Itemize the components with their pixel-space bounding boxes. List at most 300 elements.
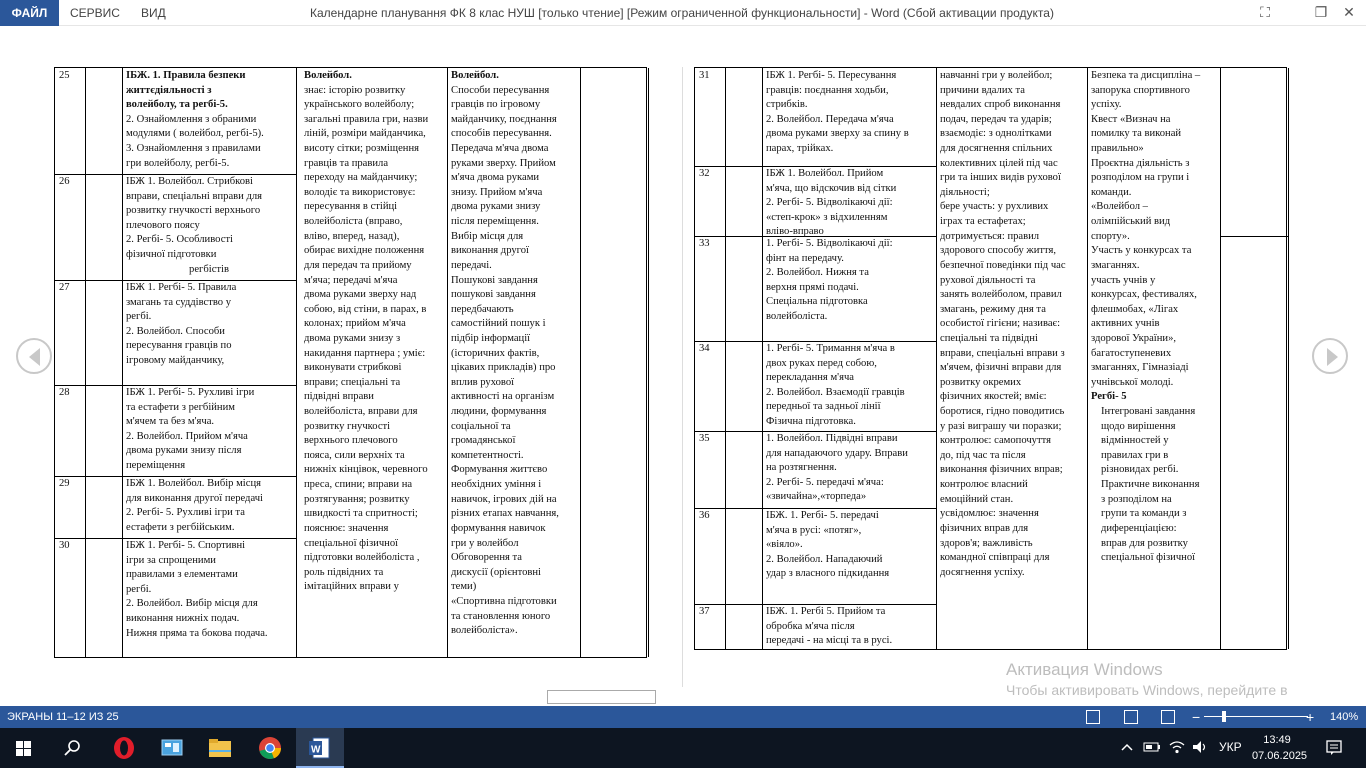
cell-text-line: спеціальної фізичної: [304, 537, 399, 549]
cell-text-line: пошукові завдання: [451, 289, 536, 301]
cell-text-line: естафети з регбійським.: [126, 521, 235, 533]
cell-text-line: вправи; спеціальні та: [304, 376, 401, 388]
cell-text-line: ігри за спрощеними: [126, 554, 216, 566]
notification-icon[interactable]: [1325, 739, 1343, 757]
cell-text-line: ІБЖ 1. Регбі- 5. Рухливі ігри: [126, 387, 255, 398]
lesson-topic: [122, 174, 296, 280]
lesson-topic: [122, 476, 296, 538]
cell-text-line: розвитку гнучкості: [304, 420, 391, 432]
cell-text-line: м'яча; передачі м'яча: [304, 274, 398, 286]
battery-icon[interactable]: [1143, 740, 1161, 754]
cell-text-line: передачі - на місці та в русі.: [766, 635, 893, 647]
cell-text-line: м'яча в русі: «потяг»,: [766, 524, 862, 536]
cell-text-line: для нападаючого удару. Вправи: [766, 447, 908, 459]
lesson-number: 28: [59, 387, 70, 398]
cell-text-line: гри у волейбол: [451, 537, 519, 549]
lesson-number: 29: [59, 478, 70, 489]
chrome-icon: [246, 728, 294, 768]
cell-text-line: життєдіяльності з: [126, 84, 212, 96]
word-icon: [296, 728, 344, 768]
search-icon: [48, 728, 96, 768]
cell-text-line: помилку та виконай: [1091, 128, 1182, 140]
clock-time: 13:49: [1263, 734, 1291, 746]
cell-text-line: парах, трійках.: [766, 143, 834, 155]
cell-text-line: м'яча двома руками: [451, 172, 540, 184]
cell-text-line: двома руками зверху за спину в: [766, 128, 909, 140]
lesson-topic: [122, 385, 296, 476]
cell-text-line: Фізична підготовка.: [766, 416, 856, 428]
cell-text-line: передбачають: [451, 303, 514, 315]
cell-text-line: ліній, розміри майданчика,: [304, 128, 426, 140]
cell-text-line: 1. Регбі- 5. Відволікаючі дії:: [766, 238, 893, 249]
cell-text-line: боротися, гідно поводитись: [940, 406, 1065, 418]
cell-text-line: розвитку окремих: [940, 376, 1022, 388]
cell-text-line: запорука спортивного: [1091, 84, 1190, 96]
column-border: [725, 68, 726, 649]
word-taskbar-button[interactable]: [296, 728, 344, 768]
opera-taskbar-button[interactable]: [100, 728, 148, 768]
cell-text-line: вправ для розвитку: [1101, 537, 1188, 549]
cell-text-line: з розподілом на: [1101, 493, 1172, 505]
right-page-table: [694, 67, 1287, 650]
cell-text-line: 2. Регбі- 5. Рухливі ігри та: [126, 507, 245, 519]
cell-text-line: підготовки волейболіста ,: [304, 552, 420, 564]
cell-text-line: дотримується: правил: [940, 230, 1040, 242]
cell-text-line: ІБЖ. 1. Регбі- 5. передачі: [766, 510, 879, 521]
cell-text-line: гравців та правила: [304, 157, 389, 169]
cell-text-line: 1. Волейбол. Підвідні вправи: [766, 433, 898, 444]
cell-text-line: двома руками знизу: [451, 201, 541, 213]
cell-text-line: регбістів: [189, 263, 229, 275]
cell-text-line: для досягнення спільних: [940, 143, 1053, 155]
zoom-slider[interactable]: [1204, 716, 1308, 717]
cell-text-line: після переміщення.: [451, 216, 539, 228]
cell-text-line: подач, передач та ударів;: [940, 113, 1052, 125]
cell-text-line: Квест «Визнач на: [1091, 113, 1171, 125]
control-panel-icon: [148, 728, 196, 768]
opera-icon: [100, 728, 148, 768]
cell-text-line: вліво, вперед, назад),: [304, 230, 400, 242]
cell-text-line: верхнього плечового: [304, 435, 398, 447]
cell-text-line: багатоступеневих: [1091, 347, 1172, 359]
lesson-topic: [122, 280, 296, 385]
cell-text-line: 2. Регбі- 5. Особливості: [126, 234, 233, 246]
chrome-taskbar-button[interactable]: [246, 728, 294, 768]
lesson-topic: [762, 236, 936, 341]
title-bar: [0, 0, 1366, 26]
cell-text-line: 2. Волейбол. Нижня та: [766, 267, 869, 279]
chevron-up-icon[interactable]: [1120, 740, 1134, 754]
cell-text-line: передачі.: [451, 259, 492, 271]
menu-file[interactable]: ФАЙЛ: [0, 0, 59, 26]
cell-text-line: на розтягнення.: [766, 462, 837, 474]
cell-text-line: виконання другої: [451, 245, 529, 257]
cell-text-line: удар з власного підкидання: [766, 568, 890, 580]
cell-text-line: гри та інших видів рухової: [940, 172, 1061, 184]
cell-text-line: виконання фізичних вправ;: [940, 464, 1063, 476]
lesson-topic: [762, 604, 936, 651]
cell-text-line: різновидах регбі.: [1101, 464, 1179, 476]
cell-text-line: вплив рухової: [451, 376, 515, 388]
cell-text-line: 2. Волейбол. Прийом м'яча: [126, 430, 248, 442]
cell-text-line: Спеціальна підготовка: [766, 296, 868, 308]
cell-text-line: пояснює: значення: [304, 522, 389, 534]
cell-text-line: Нижня пряма та бокова подача.: [126, 627, 268, 639]
cell-text-line: іграх та естафетах;: [940, 216, 1026, 228]
lesson-topic: [762, 68, 936, 166]
cell-text-line: флешмобах, «Лігах: [1091, 303, 1179, 315]
cell-text-line: щодо вирішення: [1101, 420, 1176, 432]
svg-text:W: W: [311, 744, 321, 756]
lesson-number: 31: [699, 70, 710, 81]
cell-text-line: безпечної поведінки під час: [940, 259, 1066, 271]
wifi-icon[interactable]: [1168, 738, 1186, 756]
clock[interactable]: [1252, 732, 1308, 764]
cell-text-line: рухової діяльності та: [940, 274, 1036, 286]
restore-icon[interactable]: ❐: [1314, 4, 1328, 20]
cell-text-line: Безпека та дисципліна –: [1091, 70, 1201, 81]
screen-counter: ЭКРАНЫ 11–12 ИЗ 25: [7, 711, 119, 723]
column-border: [85, 68, 86, 657]
cell-text-line: спеціальної фізичної: [1101, 552, 1196, 564]
cell-text-line: «Спортивна підготовки: [451, 595, 557, 607]
cell-text-line: роль підвідних та: [304, 566, 384, 578]
cell-text-line: м'ячем та без м'яча.: [126, 416, 215, 428]
cell-text-line: «степ-крок» з відхиленням: [766, 211, 888, 223]
cell-text-line: гравців: поєднання ходьби,: [766, 84, 889, 96]
cell-text-line: волейболу, та регбі-5.: [126, 99, 228, 111]
print-layout-icon[interactable]: [1124, 710, 1138, 724]
cell-text-line: дискусії (орієнтовні: [451, 566, 541, 578]
cell-text-line: способів пересування.: [451, 128, 552, 140]
cell-text-line: досягнення успіху.: [940, 566, 1025, 578]
windows-start-icon: [0, 728, 48, 768]
cell-text-line: та становлення юного: [451, 610, 551, 622]
horizontal-scrollbar[interactable]: [547, 690, 656, 704]
cell-text-line: 2. Волейбол. Взаємодії гравців: [766, 386, 905, 398]
close-icon[interactable]: ✕: [1343, 4, 1355, 20]
cell-text-line: імітаційних вправи у: [304, 581, 399, 593]
cell-text-line: змагань, режиму дня та: [940, 303, 1046, 315]
page-divider: [682, 67, 683, 687]
cell-text-line: гравців по ігровому: [451, 99, 541, 111]
cell-text-line: нижніх кінцівок, черевного: [304, 464, 428, 476]
cell-text-line: правилах гри в: [1101, 449, 1169, 461]
column-border: [580, 68, 581, 657]
cell-text-line: участь учнів у: [1091, 274, 1156, 286]
cell-text-line: навичок, ігрових дій на: [451, 493, 557, 505]
zoom-slider-thumb[interactable]: [1222, 711, 1226, 722]
cell-text-line: олімпійський вид: [1091, 216, 1171, 228]
cell-text-line: спорту».: [1091, 230, 1130, 242]
cell-text-line: спеціальні та підвідні: [940, 332, 1038, 344]
lesson-number: 32: [699, 168, 710, 179]
cell-text-line: «віяло».: [766, 539, 803, 551]
cell-text-line: вліво-вправо: [766, 226, 824, 238]
cell-text-line: волейболіста, вправи для: [304, 406, 418, 418]
cell-text-line: волейболіста.: [766, 311, 828, 323]
cell-text-line: 2. Волейбол. Вибір місця для: [126, 598, 258, 610]
cell-text-line: українського волейболу;: [304, 99, 415, 111]
cell-text-line: підвідні вправи: [304, 391, 374, 403]
cell-text-line: змаганнях, Гімназіаді: [1091, 362, 1189, 374]
cell-text-line: двома руками знизу після: [126, 445, 242, 457]
cell-text-line: діяльності;: [940, 186, 990, 198]
cell-text-line: командної співпраці для: [940, 552, 1050, 564]
cell-text-line: фізичної підготовки: [126, 249, 217, 261]
cell-text-line: швидкості та спритності;: [304, 508, 418, 520]
lesson-topic: [122, 538, 296, 659]
cell-text-line: бере участь: у рухливих: [940, 201, 1049, 213]
cell-text-line: ІБЖ 1. Регбі- 5. Правила: [126, 282, 237, 293]
cell-text-line: ІБЖ. 1. Регбі 5. Прийом та: [766, 606, 886, 617]
cell-text-line: навчанні гри у волейбол;: [940, 70, 1053, 81]
cell-text-line: учнівської молоді.: [1091, 376, 1174, 388]
column-border: [1288, 68, 1289, 649]
lesson-topic: [762, 166, 936, 236]
zoom-in-button[interactable]: +: [1306, 709, 1315, 725]
cell-text-line: різних етапах навчання,: [451, 508, 559, 520]
cell-text-line: преса, спини; вправи на: [304, 479, 413, 491]
cell-text-line: невдалих спроб виконання: [940, 99, 1061, 111]
cell-text-line: розтягування; розвитку: [304, 493, 410, 505]
cell-text-line: ІБЖ 1. Регбі- 5. Пересування: [766, 70, 897, 81]
cell-text-line: м'ячем, фізичні вправи для: [940, 362, 1062, 374]
clock-date: 07.06.2025: [1252, 750, 1308, 762]
cell-text-line: Регбі- 5: [1091, 391, 1127, 403]
cell-text-line: загальні правила гри, назви: [304, 113, 429, 125]
cell-text-line: (історичних фактів,: [451, 347, 540, 359]
cell-text-line: здорового способу життя,: [940, 245, 1057, 257]
cell-text-line: перекладання м'яча: [766, 372, 854, 384]
lesson-topic: [122, 68, 296, 174]
cell-text-line: диференціацією:: [1101, 522, 1177, 534]
lesson-number: 34: [699, 343, 710, 354]
cell-text-line: гри волейболу, регбі-5.: [126, 157, 230, 169]
cell-text-line: волейболіста (вправо,: [304, 216, 403, 228]
cell-text-line: колективних цілей під час: [940, 157, 1058, 169]
window-title: Календарне планування ФК 8 клас НУШ [только чтение] [Режим ограниченной функциональности] - Word (Сбой активации продукта): [310, 6, 1054, 20]
read-mode-icon[interactable]: [1086, 710, 1100, 724]
cell-text-line: Обговорення та: [451, 552, 522, 564]
menu-view[interactable]: ВИД: [141, 6, 166, 20]
cell-text-line: ігровому майданчику,: [126, 355, 225, 367]
cell-text-line: регбі.: [126, 583, 152, 595]
cell-text-line: емоційний стан.: [940, 493, 1014, 505]
status-bar: [0, 706, 1366, 728]
cell-text-line: Проєктна діяльність з: [1091, 157, 1190, 169]
cell-text-line: майданчику, поєднання: [451, 113, 557, 125]
lesson-number: 27: [59, 282, 70, 293]
cell-text-line: причини вдалих та: [940, 84, 1025, 96]
cell-text-line: занять волейболом, правил: [940, 289, 1062, 301]
cell-text-line: правилами з елементами: [126, 569, 238, 581]
next-page-arrow-icon[interactable]: [1312, 338, 1348, 374]
cell-text-line: ІБЖ 1. Регбі- 5. Спортивні: [126, 540, 246, 551]
cell-text-line: висоту сітки; розміщення: [304, 143, 419, 155]
focus-mode-icon[interactable]: ⛶: [1260, 4, 1270, 20]
cell-text-line: людини, формування: [451, 406, 547, 418]
start-button[interactable]: [0, 728, 48, 768]
watermark-line: Чтобы активировать Windows, перейдите в: [1006, 682, 1288, 698]
cell-text-line: переходу на майданчику;: [304, 172, 418, 184]
cell-text-line: Пошукові завдання: [451, 274, 538, 286]
cell-text-line: 1. Регбі- 5. Тримання м'яча в: [766, 343, 895, 354]
cell-text-line: 2. Ознайомлення з обраними: [126, 113, 257, 125]
cell-text-line: знає: історію розвитку: [304, 84, 406, 96]
lesson-number: 35: [699, 433, 710, 444]
cell-text-line: конкурсах, фестивалях,: [1091, 289, 1197, 301]
cell-text-line: фінт на передачу.: [766, 252, 844, 264]
cell-text-line: громадянської: [451, 435, 516, 447]
watermark-title: Активация Windows: [1006, 660, 1163, 679]
cell-text-line: володіє та використовує:: [304, 186, 416, 198]
column-border: [1220, 68, 1221, 649]
cell-text-line: руками зверху. Прийом: [451, 157, 556, 169]
cell-text-line: активних учнів: [1091, 318, 1160, 330]
cell-text-line: до, під час та після: [940, 449, 1026, 461]
lesson-topic: [762, 508, 936, 604]
column-border: [648, 68, 649, 657]
search-button[interactable]: [48, 728, 96, 768]
cell-text-line: Практичне виконання: [1101, 479, 1200, 491]
cell-text-line: фізичних вправ для: [940, 522, 1029, 534]
cell-text-line: необхідних уміння і: [451, 479, 542, 491]
cell-text-line: двома руками знизу з: [304, 332, 401, 344]
cell-text-line: змаганнях.: [1091, 259, 1140, 271]
cell-text-line: активності на організм: [451, 391, 555, 403]
cell-text-line: виконувати стрибкові: [304, 362, 402, 374]
cell-text-line: двох руках перед собою,: [766, 357, 877, 369]
cell-text-line: ІБЖ. 1. Правила безпеки: [126, 70, 246, 81]
cell-text-line: Формування життєво: [451, 464, 548, 476]
cell-text-line: підбір інформації: [451, 332, 531, 344]
lesson-number: 30: [59, 540, 70, 551]
cell-text-line: відмінностей у: [1101, 435, 1169, 447]
learning-activities-cell: [1087, 68, 1220, 651]
cell-text-line: обробка м'яча після: [766, 620, 855, 632]
cell-text-line: волейболіста».: [451, 625, 518, 637]
cell-text-line: ІБЖ 1. Волейбол. Стрибкові: [126, 176, 253, 187]
cell-text-line: 2. Волейбол. Нападаючий: [766, 553, 883, 565]
file-explorer-icon: [196, 728, 244, 768]
expected-results-cell: [296, 68, 447, 659]
cell-text-line: усвідомлює: значення: [940, 508, 1039, 520]
cell-text-line: контролює власний: [940, 479, 1028, 491]
cell-text-line: обирає вихідне положення: [304, 245, 425, 257]
cell-text-line: «Волейбол –: [1091, 201, 1148, 213]
cell-text-line: ІБЖ 1. Волейбол. Вибір місця: [126, 478, 261, 489]
cell-text-line: пересування в стійці: [304, 201, 398, 213]
cell-text-line: 2. Регбі- 5. Відволікаючі дії:: [766, 197, 893, 209]
cell-text-line: плечового поясу: [126, 219, 200, 231]
cell-text-line: двома руками зверху над: [304, 289, 417, 301]
cell-text-line: Інтегровані завдання: [1101, 406, 1196, 418]
cell-text-line: для виконання другої передачі: [126, 492, 263, 504]
cell-text-line: ІБЖ 1. Волейбол. Прийом: [766, 168, 884, 179]
cell-text-line: Передача м'яча двома: [451, 143, 549, 155]
cell-text-line: 2. Волейбол. Передача м'яча: [766, 113, 894, 125]
taskbar: [0, 728, 1366, 768]
cell-text-line: переміщення: [126, 460, 186, 472]
cell-text-line: виконання нижніх подач.: [126, 613, 240, 625]
cell-text-line: знизу. Прийом м'яча: [451, 186, 543, 198]
cell-text-line: команди.: [1091, 186, 1132, 198]
cell-text-line: 2. Регбі- 5. передачі м'яча:: [766, 476, 884, 488]
cell-text-line: собою, від стіни, в парах, в: [304, 303, 427, 315]
cell-text-line: Вибір місця для: [451, 230, 524, 242]
cell-text-line: м'яча, що відскочив від сітки: [766, 182, 897, 194]
cell-text-line: формування навичок: [451, 522, 546, 534]
cell-text-line: розвитку гнучкості верхнього: [126, 205, 261, 217]
lesson-number: 25: [59, 70, 70, 81]
cell-text-line: Способи пересування: [451, 84, 550, 96]
cell-text-line: пояса, сили верхніх та: [304, 449, 405, 461]
cell-text-line: для передач та прийому: [304, 259, 412, 271]
cell-text-line: контролює: самопочуття: [940, 435, 1051, 447]
previous-page-arrow-icon[interactable]: [16, 338, 52, 374]
cell-text-line: стрибків.: [766, 99, 808, 111]
lesson-number: 26: [59, 176, 70, 187]
cell-text-line: цікавих прикладів) про: [451, 362, 556, 374]
cell-text-line: особистої гігієни; називає:: [940, 318, 1061, 330]
cell-text-line: Волейбол.: [304, 70, 352, 81]
cell-text-line: успіху.: [1091, 99, 1122, 111]
cell-text-line: змагань та суддівство у: [126, 296, 232, 308]
cell-text-line: Участь у конкурсах та: [1091, 245, 1192, 257]
cell-text-line: у разі виграшу чи поразки;: [940, 420, 1062, 432]
cell-text-line: правильно»: [1091, 143, 1144, 155]
cell-text-line: теми): [451, 581, 477, 593]
cell-text-line: накидання партнера ; уміє:: [304, 347, 426, 359]
expected-results-cell: [936, 68, 1087, 651]
cell-text-line: компетентності.: [451, 449, 524, 461]
left-page-table: [54, 67, 647, 658]
cell-text-line: групи та команди з: [1101, 508, 1187, 520]
row-border: [1220, 236, 1288, 237]
lesson-number: 37: [699, 606, 710, 617]
cell-text-line: самостійний пошук і: [451, 318, 546, 330]
cell-text-line: передньої та задньої лінії: [766, 401, 881, 413]
lesson-number: 36: [699, 510, 710, 521]
cell-text-line: верхня прямі подачі.: [766, 281, 859, 293]
file-explorer-taskbar-button[interactable]: [196, 728, 244, 768]
web-layout-icon[interactable]: [1161, 710, 1175, 724]
cell-text-line: 3. Ознайомлення з правилами: [126, 143, 261, 155]
cell-text-line: регбі.: [126, 311, 152, 323]
cell-text-line: розподілом на групи і: [1091, 172, 1190, 184]
cell-text-line: пересування гравців по: [126, 340, 232, 352]
cell-text-line: соціальної та: [451, 420, 511, 432]
cell-text-line: взаємодіє: з однолітками: [940, 128, 1052, 140]
cell-text-line: 2. Волейбол. Способи: [126, 325, 225, 337]
cell-text-line: «звичайна»,«торпеда»: [766, 491, 867, 503]
cell-text-line: вправи, спеціальні вправи для: [126, 190, 263, 202]
learning-activities-cell: [447, 68, 580, 659]
cell-text-line: здорової України»,: [1091, 332, 1177, 344]
cell-text-line: Волейбол.: [451, 70, 499, 81]
cell-text-line: колонах; прийом м'яча: [304, 318, 406, 330]
volume-icon[interactable]: [1191, 739, 1209, 755]
lesson-topic: [762, 431, 936, 508]
zoom-out-button[interactable]: −: [1192, 709, 1201, 725]
cell-text-line: вправи, спеціальні вправи з: [940, 347, 1065, 359]
menu-service[interactable]: СЕРВИС: [70, 6, 120, 20]
app-taskbar-button[interactable]: [148, 728, 196, 768]
language-indicator[interactable]: УКР: [1219, 740, 1242, 754]
document-area: [0, 27, 1366, 706]
zoom-level[interactable]: 140%: [1330, 711, 1359, 723]
